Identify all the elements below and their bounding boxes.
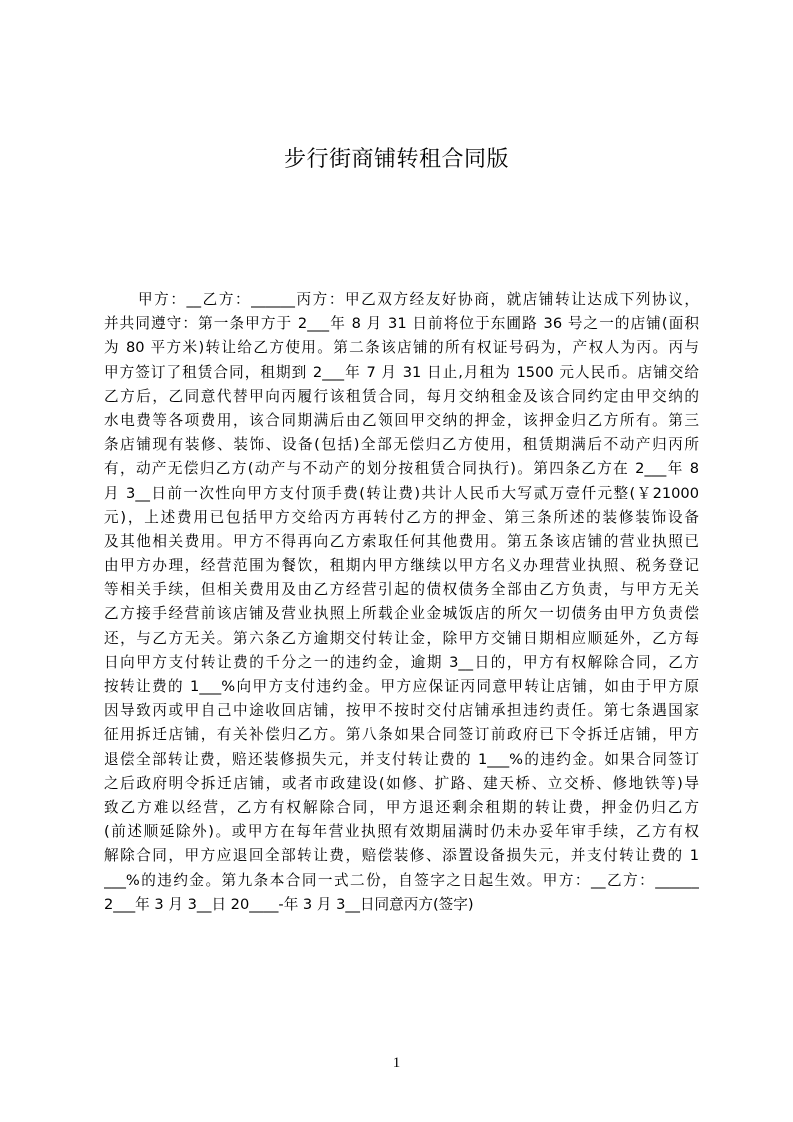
- body-line: 条店铺现有装修、装饰、设备(包括)全部无偿归乙方使用，租赁期满后不动产归丙所: [104, 436, 699, 454]
- body-line: 元)，上述费用已包括甲方交给丙方再转付乙方的押金、第三条所述的装修装饰设备: [104, 508, 699, 526]
- body-line: 甲方签订了租赁合同，租期到 2___年 7 月 31 日止,月租为 1500 元人民币。店铺交给: [104, 363, 699, 381]
- body-line: 有，动产无偿归乙方(动产与不动产的划分按租赁合同执行)。第四条乙方在 2___年 8: [104, 460, 699, 478]
- body-line: 按转让费的 1___%向甲方支付违约金。甲方应保证丙同意甲转让店铺，如由于甲方原: [104, 678, 699, 695]
- body-line: 之后政府明令拆迁店铺，或者市政建设(如修、扩路、建天桥、立交桥、修地铁等)导: [104, 774, 699, 792]
- body-line: 为 80 平方米)转让给乙方使用。第二条该店铺的所有权证号码为，产权人为丙。丙与: [104, 339, 699, 357]
- page-number: 1: [392, 1055, 401, 1071]
- body-line: 并共同遵守：第一条甲方于 2___年 8 月 31 日前将位于东圃路 36 号之一的店铺(面积: [104, 315, 699, 333]
- body-line: 甲方：__乙方：______丙方：甲乙双方经友好协商，就店铺转让达成下列协议，: [138, 291, 699, 308]
- body-line: 解除合同，甲方应退回全部转让费，赔偿装修、添置设备损失元，并支付转让费的 1: [104, 847, 699, 865]
- document-body: [104, 288, 699, 917]
- body-line: 等相关手续，但相关费用及由乙方经营引起的债权债务全部由乙方负责，与甲方无关: [104, 581, 699, 599]
- body-line: 退偿全部转让费，赔还装修损失元，并支付转让费的 1___%的违约金。如果合同签订: [104, 750, 699, 768]
- body-line: 水电费等各项费用，该合同期满后由乙领回甲交纳的押金，该押金归乙方所有。第三: [104, 411, 699, 429]
- body-line: (前述顺延除外)。或甲方在每年营业执照有效期届满时仍未办妥年审手续，乙方有权: [104, 823, 699, 841]
- body-line: 月 3__日前一次性向甲方支付顶手费(转让费)共计人民币大写贰万壹仟元整(￥21000: [104, 484, 699, 502]
- body-line: 因导致丙或甲自己中途收回店铺，按甲不按时交付店铺承担违约责任。第七条遇国家: [104, 702, 699, 720]
- body-line: 由甲方办理，经营范围为餐饮，租期内甲方继续以甲方名义办理营业执照、税务登记: [104, 557, 699, 575]
- body-line: 日向甲方支付转让费的千分之一的违约金，逾期 3__日的，甲方有权解除合同，乙方: [104, 653, 699, 671]
- body-line: 2___年 3 月 3__日 20____-年 3 月 3__日同意丙方(签字): [104, 895, 474, 913]
- body-line: 致乙方难以经营，乙方有权解除合同，甲方退还剩余租期的转让费，押金仍归乙方: [104, 798, 699, 816]
- body-line: 征用拆迁店铺，有关补偿归乙方。第八条如果合同签订前政府已下令拆迁店铺，甲方: [104, 726, 699, 744]
- body-line: 及其他相关费用。甲方不得再向乙方索取任何其他费用。第五条该店铺的营业执照已: [104, 532, 699, 550]
- body-line: 乙方接手经营前该店铺及营业执照上所载企业金城饭店的所欠一切债务由甲方负责偿: [104, 605, 699, 623]
- body-line: ___%的违约金。第九条本合同一式二份，自签字之日起生效。甲方：__乙方：______: [104, 871, 699, 889]
- body-line: 还，与乙方无关。第六条乙方逾期交付转让金，除甲方交铺日期相应顺延外，乙方每: [104, 629, 699, 647]
- body-line: 乙方后，乙同意代替甲向丙履行该租赁合同，每月交纳租金及该合同约定由甲交纳的: [104, 387, 699, 405]
- document-title: 步行街商铺转租合同版: [283, 147, 509, 172]
